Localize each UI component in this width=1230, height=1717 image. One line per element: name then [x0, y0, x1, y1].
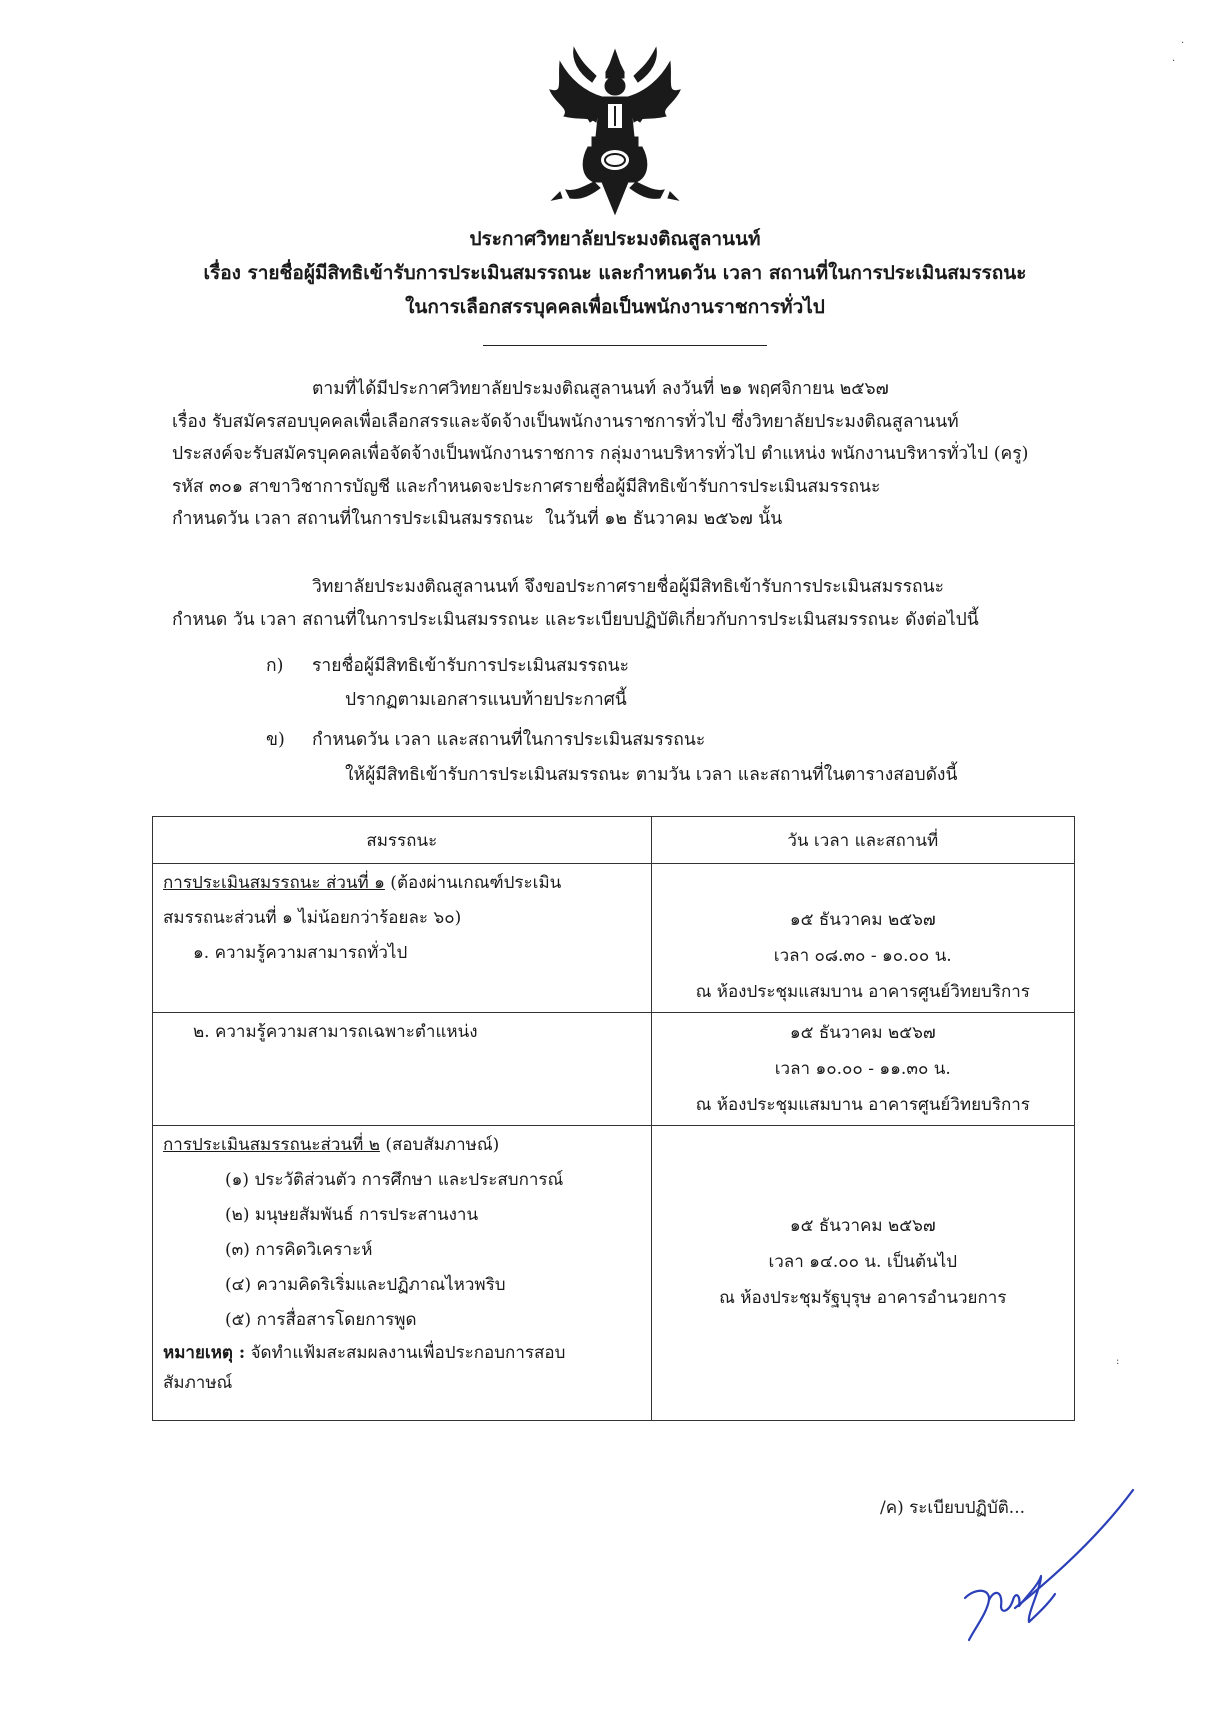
- table-header-row: [153, 817, 1075, 864]
- paragraph-line: [172, 438, 1060, 471]
- note-text: จัดทำแฟ้มสะสมผลงานเพื่อประกอบการสอบ: [245, 1343, 566, 1363]
- paragraph-text: กำหนดวัน เวลา สถานที่ในการประเมินสมรรถนะ ในวันที่ ๑๒ ธันวาคม ๒๕๖๗ นั้น: [172, 509, 783, 529]
- paragraph-line: [172, 373, 1060, 406]
- paragraph-text: วิทยาลัยประมงติณสูลานนท์ จึงขอประกาศรายชื่อผู้มีสิทธิเข้ารับการประเมินสมรรถนะ: [312, 577, 944, 597]
- paragraph-line: [172, 406, 1060, 439]
- signature: [955, 1488, 1135, 1648]
- interview-topic: (๒) มนุษยสัมพันธ์ การประสานงาน: [225, 1205, 479, 1225]
- paragraph-text: รหัส ๓๐๑ สาขาวิชาการบัญชี และกำหนดจะประกาศรายชื่อผู้มีสิทธิเข้ารับการประเมินสมรรถนะ: [172, 476, 881, 497]
- continuation-note: /ค) ระเบียบปฏิบัติ...: [880, 1498, 1025, 1518]
- competency-cell: [153, 1013, 652, 1126]
- announcement-title: [0, 222, 1230, 324]
- table-row: [153, 1013, 1075, 1126]
- table-row: [153, 1126, 1075, 1421]
- title-line-1: ประกาศวิทยาลัยประมงติณสูลานนท์: [469, 228, 761, 250]
- exam-time: เวลา ๐๘.๓๐ - ๑๐.๐๐ น.: [773, 946, 952, 966]
- item-b-title: กำหนดวัน เวลา และสถานที่ในการประเมินสมรรถนะ: [312, 730, 706, 750]
- part-heading: [163, 866, 641, 901]
- title-line-2: เรื่อง รายชื่อผู้มีสิทธิเข้ารับการประเมินสมรรถนะ และกำหนดวัน เวลา สถานที่ในการประเมินสมรรถนะ: [203, 262, 1027, 284]
- paragraph-line: [172, 571, 1060, 604]
- scan-speck: ·: [1172, 56, 1176, 67]
- table-row: [153, 864, 1075, 1013]
- note-cont: สัมภาษณ์: [163, 1373, 233, 1393]
- exam-date: ๑๕ ธันวาคม ๒๕๖๗: [789, 1023, 936, 1043]
- part-title: การประเมินสมรรถนะส่วนที่ ๒: [163, 1135, 380, 1155]
- competency-item: ๒. ความรู้ความสามารถเฉพาะตำแหน่ง: [193, 1022, 478, 1042]
- exam-time: เวลา ๑๐.๐๐ - ๑๑.๓๐ น.: [774, 1059, 951, 1079]
- paragraph-1: [172, 373, 1060, 536]
- part-title: การประเมินสมรรถนะ ส่วนที่ ๑: [163, 873, 385, 893]
- note-label: หมายเหตุ :: [163, 1343, 246, 1363]
- competency-cell: [153, 864, 652, 1013]
- interview-topic: (๔) ความคิดริเริ่มและปฏิภาณไหวพริบ: [225, 1275, 506, 1295]
- interview-topic: (๕) การสื่อสารโดยการพูด: [225, 1310, 417, 1330]
- paragraph-line: [172, 503, 1060, 536]
- exam-date: ๑๕ ธันวาคม ๒๕๖๗: [789, 910, 936, 930]
- paragraph-text: ตามที่ได้มีประกาศวิทยาลัยประมงติณสูลานนท์ ลงวันที่ ๒๑ พฤศจิกายน ๒๕๖๗: [312, 379, 889, 399]
- exam-place: ณ ห้องประชุมแสมบาน อาคารศูนย์วิทยบริการ: [695, 1095, 1030, 1115]
- header-competency: สมรรถนะ: [153, 817, 652, 864]
- schedule-cell: [651, 1013, 1074, 1126]
- header-date-time-place: วัน เวลา และสถานที่: [651, 817, 1074, 864]
- part-suffix: (ต้องผ่านเกณฑ์ประเมิน: [384, 873, 562, 893]
- paragraph-text: ประสงค์จะรับสมัครบุคคลเพื่อจัดจ้างเป็นพนักงานราชการ กลุ่มงานบริหารทั่วไป ตำแหน่ง พนักงานบริหารทั่วไป (ครู): [172, 444, 1029, 464]
- paragraph-line: [172, 471, 1060, 504]
- scan-speck: :: [1116, 1356, 1120, 1367]
- competency-item: ๑. ความรู้ความสามารถทั่วไป: [193, 943, 408, 963]
- item-b-marker: ข): [266, 730, 285, 750]
- interview-topic: (๑) ประวัติส่วนตัว การศึกษา และประสบการณ์: [225, 1170, 564, 1190]
- schedule-cell: [651, 1126, 1074, 1421]
- item-a-marker: ก): [266, 656, 284, 676]
- item-a-title: รายชื่อผู้มีสิทธิเข้ารับการประเมินสมรรถนะ: [312, 656, 630, 676]
- schedule-table: [152, 816, 1075, 1421]
- paragraph-line: [172, 604, 1060, 637]
- garuda-emblem: [530, 42, 700, 222]
- item-a-detail: ปรากฏตามเอกสารแนบท้ายประกาศนี้: [345, 690, 627, 710]
- paragraph-text: กำหนด วัน เวลา สถานที่ในการประเมินสมรรถนะ และระเบียบปฏิบัติเกี่ยวกับการประเมินสมรรถนะ ดังต่อไปนี้: [172, 609, 979, 630]
- part-suffix: (สอบสัมภาษณ์): [379, 1135, 500, 1155]
- interview-topic: (๓) การคิดวิเคราะห์: [225, 1240, 373, 1260]
- exam-place: ณ ห้องประชุมรัฐบุรุษ อาคารอำนวยการ: [719, 1288, 1007, 1308]
- competency-cell: [153, 1126, 652, 1421]
- paragraph-text: เรื่อง รับสมัครสอบบุคคลเพื่อเลือกสรรและจัดจ้างเป็นพนักงานราชการทั่วไป ซึ่งวิทยาลัยประมงติณสูลานนท์: [172, 411, 959, 432]
- part-heading: [163, 1128, 641, 1163]
- exam-time: เวลา ๑๔.๐๐ น. เป็นต้นไป: [768, 1252, 958, 1272]
- part-heading-cont: สมรรถนะส่วนที่ ๑ ไม่น้อยกว่าร้อยละ ๖๐): [163, 908, 462, 928]
- note: [163, 1338, 641, 1368]
- exam-place: ณ ห้องประชุมแสมบาน อาคารศูนย์วิทยบริการ: [695, 982, 1030, 1002]
- schedule-cell: [651, 864, 1074, 1013]
- item-b-detail: ให้ผู้มีสิทธิเข้ารับการประเมินสมรรถนะ ตามวัน เวลา และสถานที่ในตารางสอบดังนี้: [345, 765, 958, 785]
- paragraph-2: [172, 571, 1060, 636]
- exam-date: ๑๕ ธันวาคม ๒๕๖๗: [789, 1216, 936, 1236]
- title-underline: [483, 345, 767, 346]
- scan-speck: ·: [1181, 38, 1185, 49]
- title-line-3: ในการเลือกสรรบุคคลเพื่อเป็นพนักงานราชการทั่วไป: [405, 296, 825, 318]
